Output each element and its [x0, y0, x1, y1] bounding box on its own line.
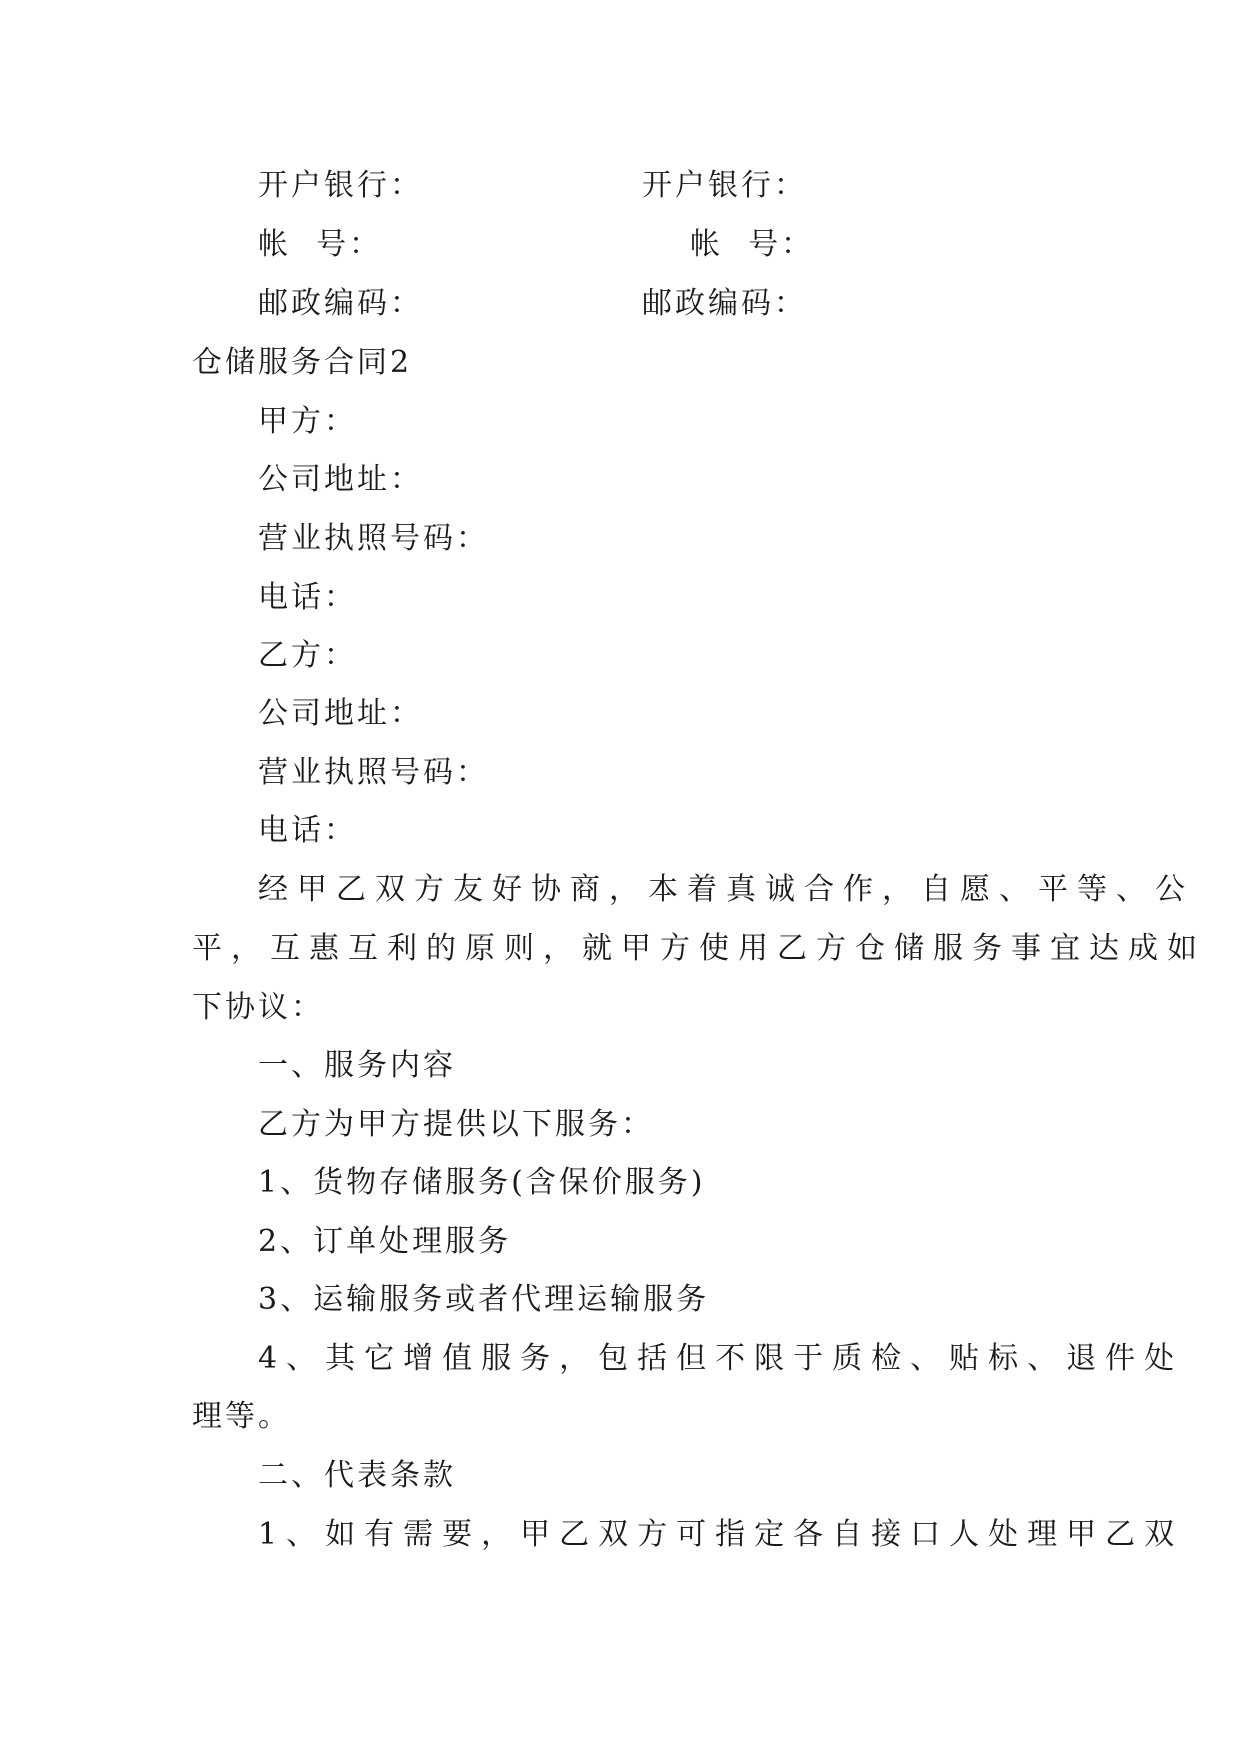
preamble-line-3: 下协议： — [192, 990, 324, 1025]
party-b-phone: 电话： — [258, 813, 357, 848]
section1-item-2: 2、订单处理服务 — [258, 1224, 512, 1259]
account-label-left: 帐 号： — [258, 227, 383, 262]
bank-label-right: 开户银行： — [642, 168, 807, 203]
bank-label-left: 开户银行： — [258, 168, 423, 203]
section1-item-4-line-2: 理等。 — [192, 1399, 291, 1434]
section1-item-1: 1、货物存储服务(含保价服务) — [258, 1165, 706, 1200]
party-a-phone: 电话： — [258, 580, 357, 615]
preamble-line-1: 经甲乙双方友好协商，本着真诚合作，自愿、平等、公 — [258, 872, 1194, 907]
party-a-address: 公司地址： — [258, 462, 423, 497]
party-a-label: 甲方： — [258, 404, 357, 439]
party-a-license: 营业执照号码： — [258, 521, 489, 556]
party-b-address: 公司地址： — [258, 696, 423, 731]
postcode-label-left: 邮政编码： — [258, 286, 423, 321]
account-label-right: 帐 号： — [690, 227, 815, 262]
section1-heading: 一、服务内容 — [258, 1048, 456, 1083]
document-title: 仓储服务合同2 — [192, 345, 413, 380]
section1-item-4-line-1: 4、其它增值服务，包括但不限于质检、贴标、退件处 — [258, 1341, 1184, 1376]
section1-item-3: 3、运输服务或者代理运输服务 — [258, 1282, 710, 1317]
preamble-line-2: 平，互惠互利的原则，就甲方使用乙方仓储服务事宜达成如 — [192, 931, 1206, 966]
section2-heading: 二、代表条款 — [258, 1458, 456, 1493]
party-b-label: 乙方： — [258, 638, 357, 673]
section1-intro: 乙方为甲方提供以下服务： — [258, 1107, 654, 1142]
postcode-label-right: 邮政编码： — [642, 286, 807, 321]
party-b-license: 营业执照号码： — [258, 755, 489, 790]
section2-item-1: 1、如有需要，甲乙双方可指定各自接口人处理甲乙双 — [258, 1517, 1184, 1552]
